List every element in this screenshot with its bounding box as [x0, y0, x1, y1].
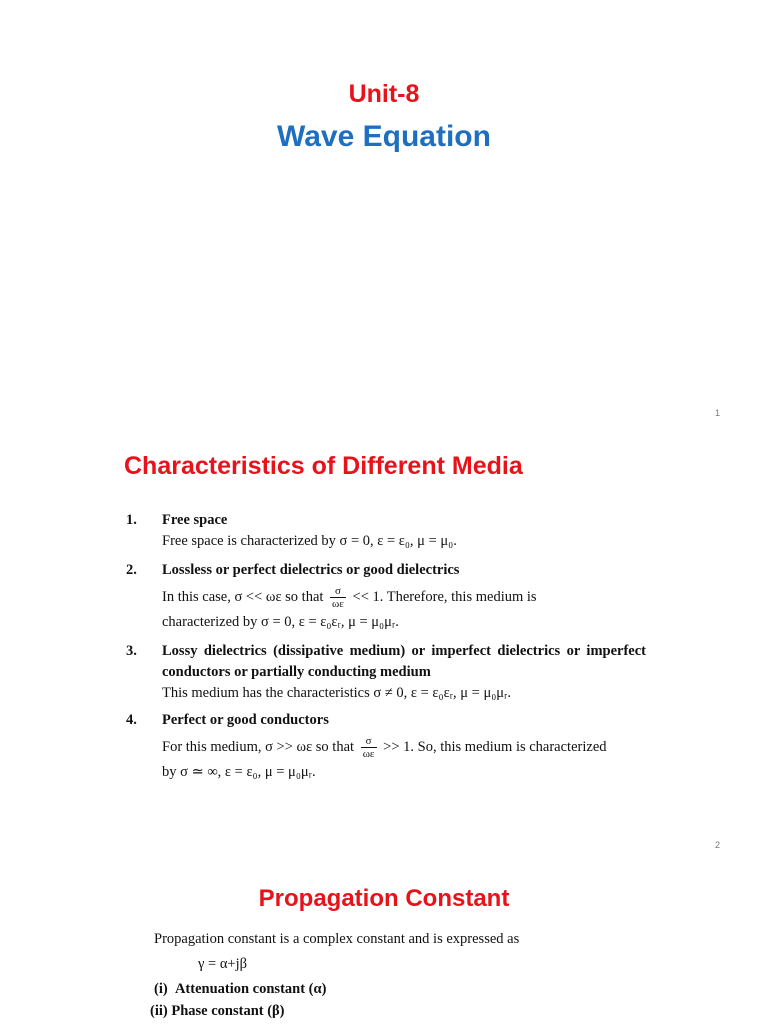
- item-description-line-2: by σ ≃ ∞, ε = ε₀, μ = μ₀μᵣ.: [162, 764, 316, 780]
- item-description: [162, 585, 646, 610]
- text-fragment: << 1. Therefore, this medium is: [352, 588, 537, 605]
- media-item-lossless-dielectrics: [126, 560, 646, 633]
- list-label: (ii): [150, 1003, 168, 1019]
- slide-2-title: Characteristics of Different Media: [124, 452, 523, 480]
- page-number: 1: [714, 408, 720, 418]
- list-text: Phase constant (β): [171, 1003, 285, 1019]
- unit-heading: Unit-8: [348, 80, 420, 108]
- item-description-line-2: characterized by σ = 0, ε = ε₀εᵣ, μ = μ₀μᵣ.: [162, 614, 399, 630]
- media-item-good-conductors: [126, 710, 646, 783]
- fraction-denominator: ωε: [332, 598, 344, 610]
- media-item-lossy-dielectrics: [126, 641, 646, 704]
- text-fragment: In this case, σ << ωε so that: [162, 588, 324, 605]
- item-description: This medium has the characteristics σ ≠ 0, ε = ε₀εᵣ, μ = μ₀μᵣ.: [162, 685, 511, 701]
- intro-text: Propagation constant is a complex constant and is expressed as: [154, 931, 520, 947]
- item-heading: Perfect or good conductors: [162, 712, 329, 728]
- list-label: (i): [154, 981, 168, 997]
- media-item-free-space: [126, 510, 646, 552]
- slide-3: [0, 855, 768, 1024]
- list-text: Attenuation constant (α): [174, 981, 327, 997]
- item-number: 3.: [126, 643, 137, 659]
- item-heading: Free space: [162, 512, 228, 528]
- slide-3-title: Propagation Constant: [258, 885, 510, 912]
- item-heading: Lossless or perfect dielectrics or good dielectrics: [162, 562, 460, 578]
- fraction-numerator: σ: [330, 585, 346, 598]
- text-fragment: >> 1. So, this medium is characterized: [383, 738, 607, 755]
- item-number: 2.: [126, 562, 137, 578]
- fraction-sigma-over-omega-epsilon: [330, 585, 346, 610]
- item-number: 1.: [126, 512, 137, 528]
- list-item-attenuation: [154, 981, 326, 998]
- page-number: 2: [714, 840, 720, 850]
- item-description: [162, 735, 646, 760]
- propagation-equation: γ = α+jβ: [198, 956, 248, 972]
- text-fragment: For this medium, σ >> ωε so that: [162, 738, 355, 755]
- fraction-denominator: ωε: [362, 748, 375, 760]
- fraction-numerator: σ: [361, 735, 377, 748]
- item-description: Free space is characterized by σ = 0, ε = ε₀, μ = μ₀.: [162, 533, 457, 549]
- item-number: 4.: [126, 712, 137, 728]
- slide-1-title: Wave Equation: [277, 120, 491, 153]
- item-heading: Lossy dielectrics (dissipative medium) or imperfect dielectrics or imperfect conductors or partially conducting medium: [162, 643, 646, 680]
- fraction-sigma-over-omega-epsilon: [361, 735, 377, 760]
- slide-1: [0, 0, 768, 430]
- slide-2: [0, 430, 768, 855]
- list-item-phase: [150, 1003, 285, 1020]
